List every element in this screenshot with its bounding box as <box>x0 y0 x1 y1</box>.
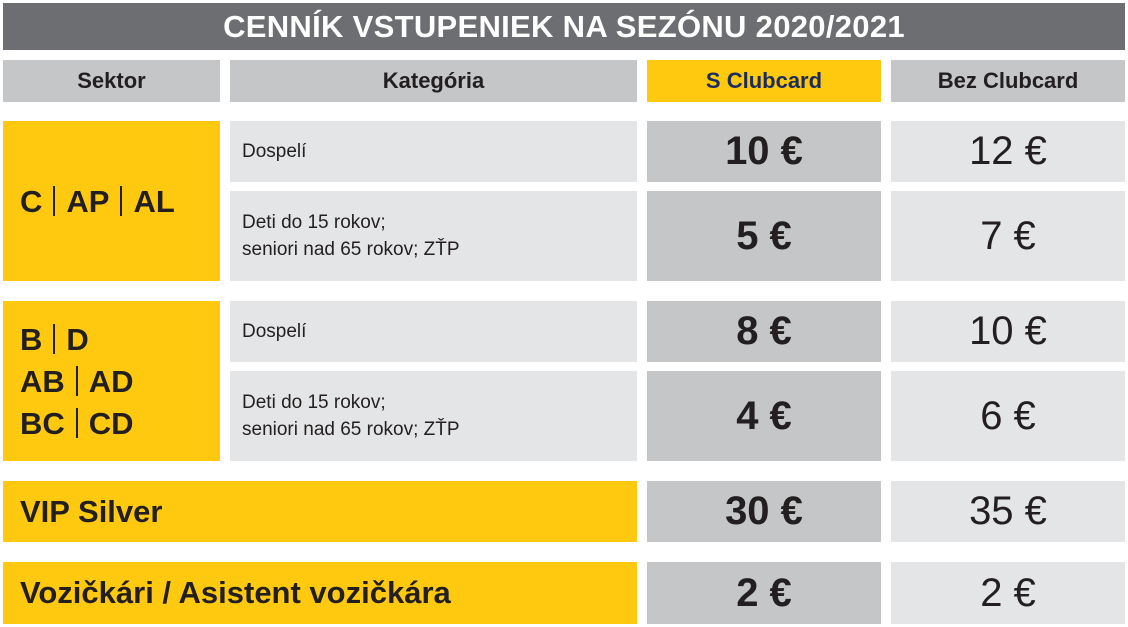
category-cell <box>230 121 637 182</box>
separator <box>120 186 122 216</box>
category-label: seniori nad 65 rokov; ZŤP <box>242 239 460 260</box>
sector-code: C <box>20 183 43 219</box>
column-header-with-clubcard: S Clubcard <box>647 60 881 102</box>
separator <box>76 408 78 438</box>
price-without-clubcard: 7 € <box>891 191 1125 281</box>
category-cell <box>230 371 637 461</box>
price-without-clubcard: 12 € <box>891 121 1125 182</box>
sector-code: AL <box>133 183 175 219</box>
sector-line <box>20 363 134 400</box>
price-with-clubcard: 4 € <box>647 371 881 461</box>
price-with-clubcard: 2 € <box>647 562 881 624</box>
category-label: Deti do 15 rokov; <box>242 212 386 233</box>
sector-code: AB <box>20 363 65 399</box>
sector-line <box>20 321 134 358</box>
special-row-label: VIP Silver <box>3 481 637 542</box>
column-header-without-clubcard: Bez Clubcard <box>891 60 1125 102</box>
sector-cell <box>3 121 220 281</box>
sector-code: D <box>66 321 89 357</box>
price-without-clubcard: 10 € <box>891 301 1125 362</box>
sector-line <box>20 183 175 220</box>
category-cell <box>230 191 637 281</box>
sector-code: AD <box>88 363 134 399</box>
price-without-clubcard: 35 € <box>891 481 1125 542</box>
category-label: seniori nad 65 rokov; ZŤP <box>242 419 460 440</box>
special-row-label: Vozičkári / Asistent vozičkára <box>3 562 637 624</box>
price-without-clubcard: 6 € <box>891 371 1125 461</box>
page-title: CENNÍK VSTUPENIEK NA SEZÓNU 2020/2021 <box>3 3 1125 50</box>
separator <box>76 366 78 396</box>
category-cell <box>230 301 637 362</box>
price-without-clubcard: 2 € <box>891 562 1125 624</box>
sector-line <box>20 405 134 442</box>
price-with-clubcard: 5 € <box>647 191 881 281</box>
separator <box>53 186 55 216</box>
price-with-clubcard: 10 € <box>647 121 881 182</box>
sector-code: B <box>20 321 43 357</box>
sector-cell <box>3 301 220 461</box>
price-with-clubcard: 30 € <box>647 481 881 542</box>
category-label: Dospelí <box>242 141 307 162</box>
column-header-category: Kategória <box>230 60 637 102</box>
sector-code: AP <box>66 183 110 219</box>
sector-code: CD <box>88 405 134 441</box>
separator <box>53 324 55 354</box>
column-header-sector: Sektor <box>3 60 220 102</box>
sector-code: BC <box>20 405 65 441</box>
price-with-clubcard: 8 € <box>647 301 881 362</box>
category-label: Dospelí <box>242 321 307 342</box>
category-label: Deti do 15 rokov; <box>242 392 386 413</box>
